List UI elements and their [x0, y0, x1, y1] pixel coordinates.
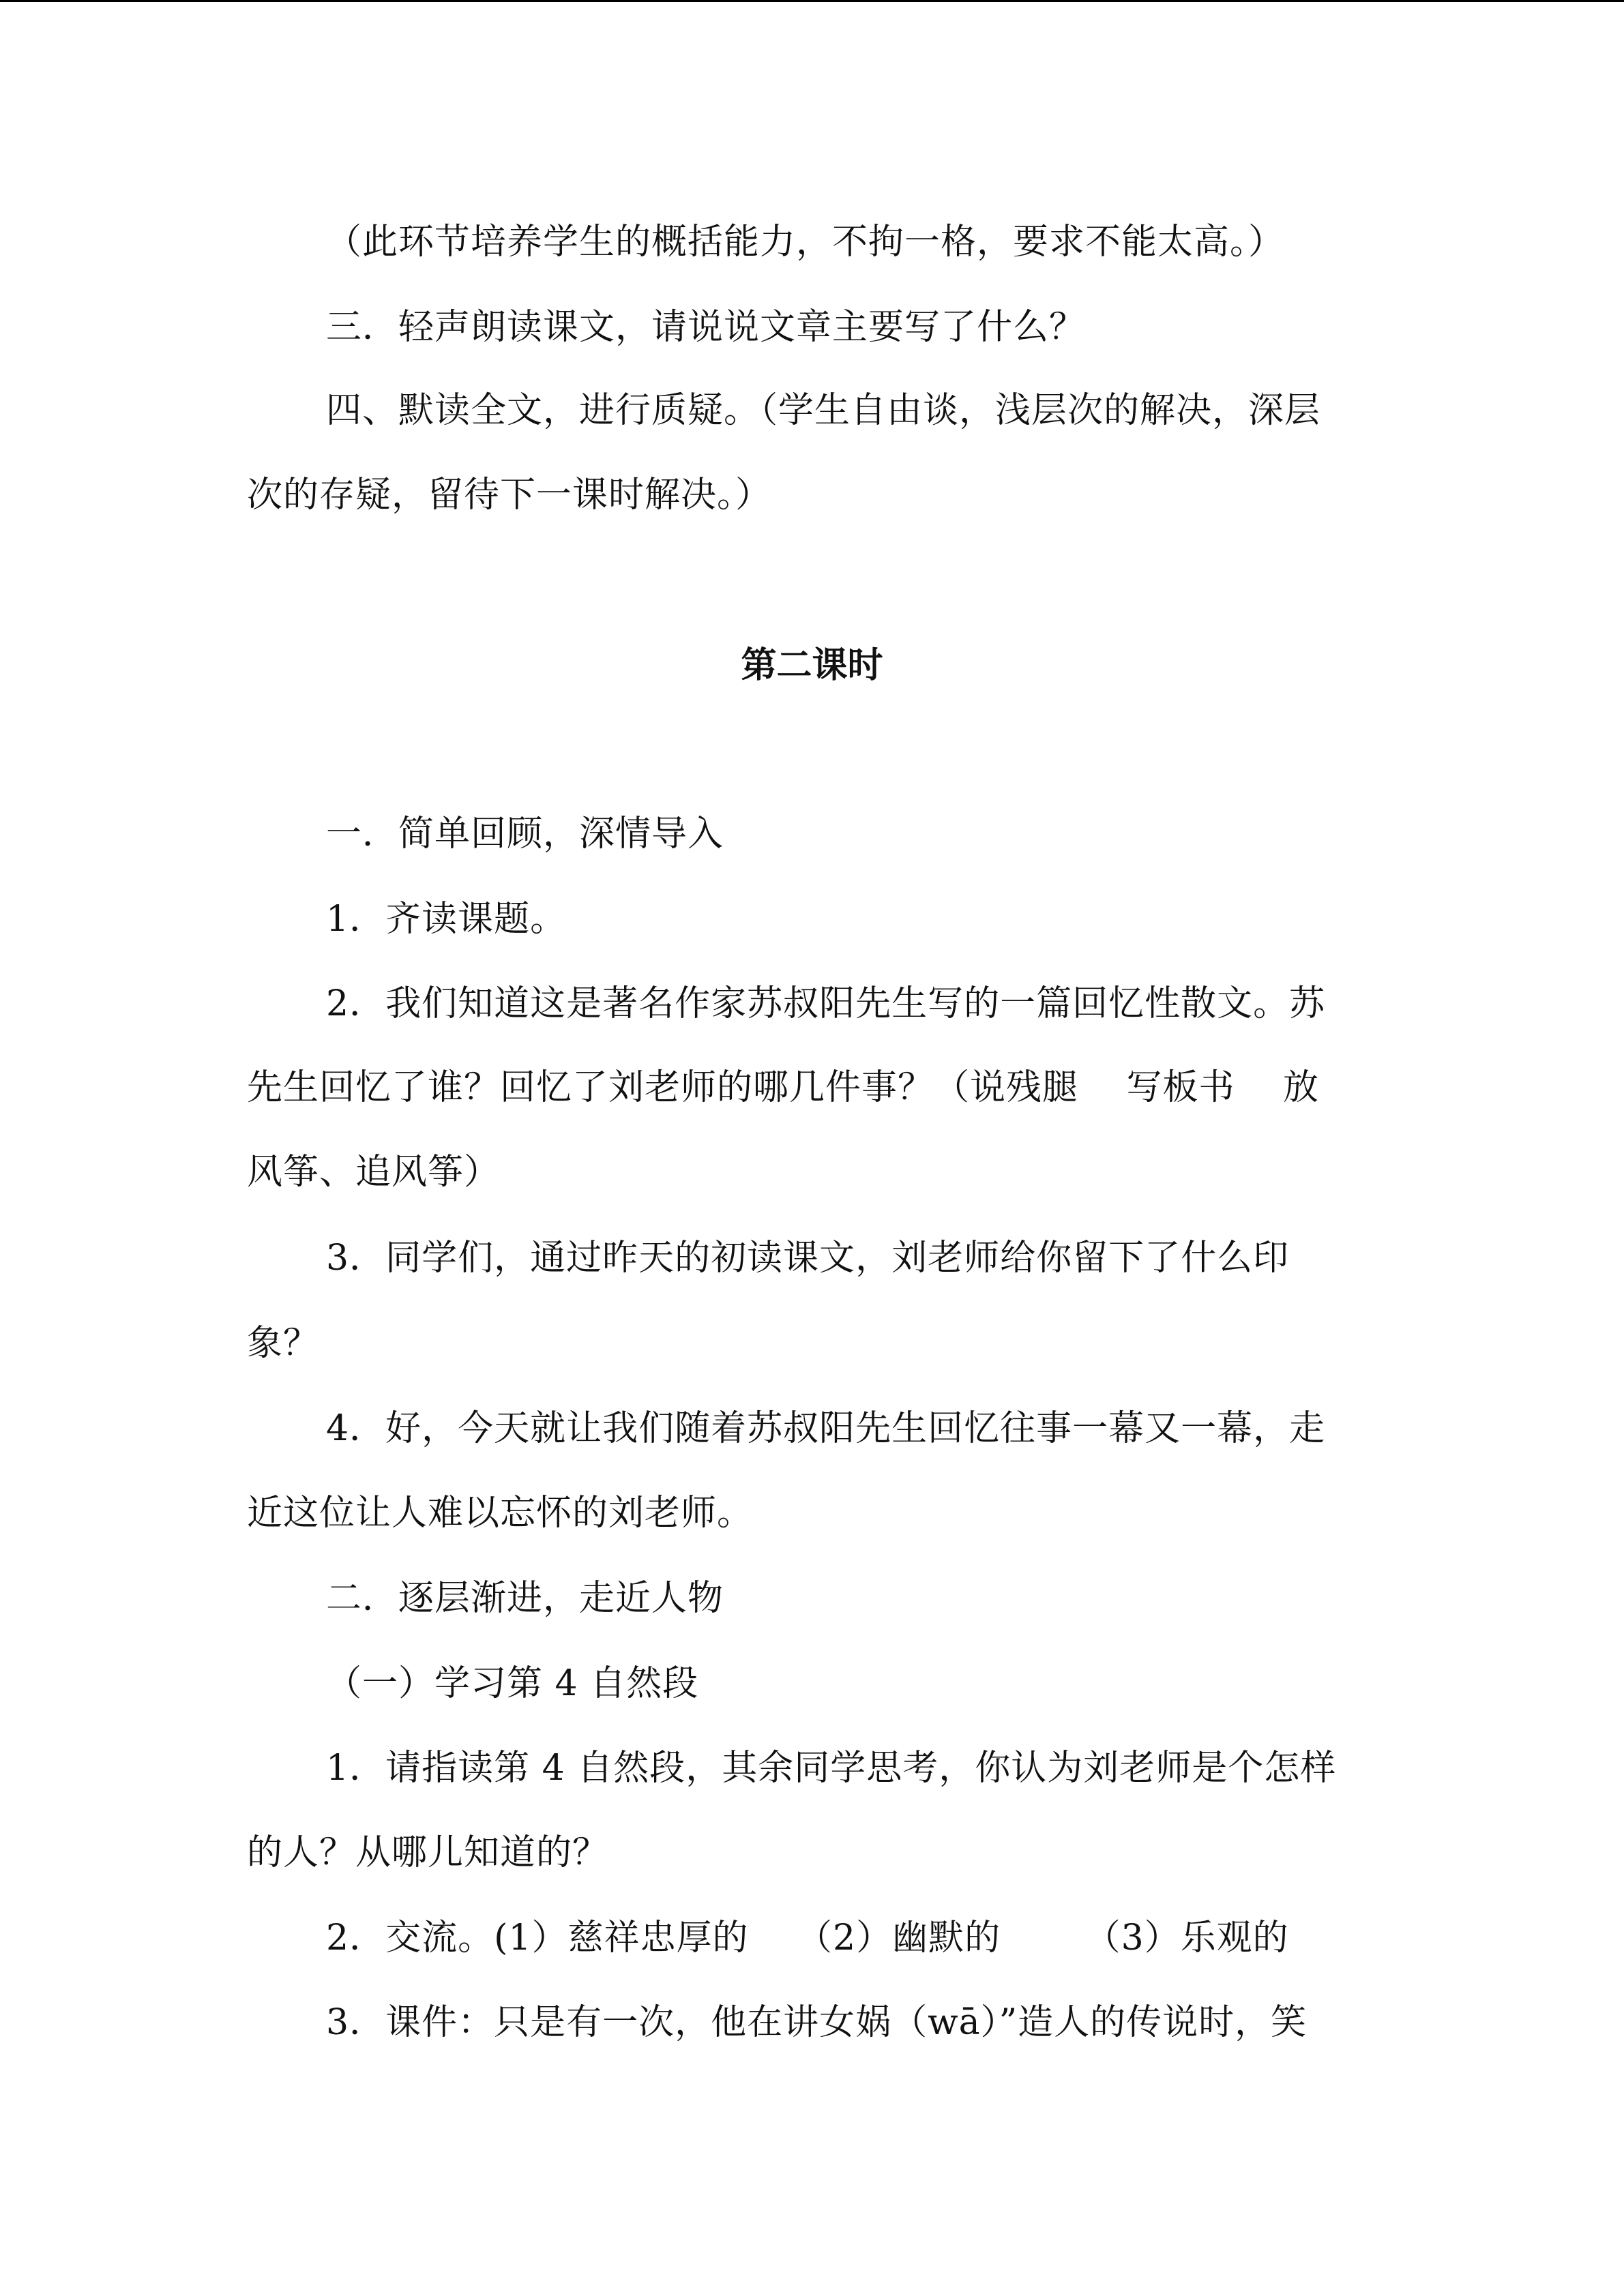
paragraph-line: 3．同学们，通过昨天的初读课文，刘老师给你留下了什么印: [326, 1238, 1290, 1279]
paragraph-line: （一）学习第 4 自然段: [326, 1663, 699, 1704]
paragraph-line: 2．我们知道这是著名作家苏叔阳先生写的一篇回忆性散文。苏: [326, 983, 1326, 1024]
paragraph-line: 次的存疑，留待下一课时解决。）: [247, 475, 772, 516]
paragraph-line: 一．简单回顾，深情导入: [326, 814, 724, 854]
paragraph-line: 三．轻声朗读课文，请说说文章主要写了什么？: [326, 307, 1086, 348]
paragraph-line: 1．请指读第 4 自然段，其余同学思考，你认为刘老师是个怎样: [326, 1748, 1337, 1789]
paragraph-line: 1．齐读课题。: [326, 899, 567, 940]
paragraph-line: 近这位让人难以忘怀的刘老师。: [247, 1493, 754, 1534]
paragraph-line: 2．交流。(1）慈祥忠厚的 （2）幽默的 （3）乐观的: [326, 1918, 1289, 1958]
paragraph-line: 4．好，今天就让我们随着苏叔阳先生回忆往事一幕又一幕，走: [326, 1408, 1326, 1449]
paragraph-line: 3．课件：只是有一次，他在讲女娲（wā）”造人的传说时，笑: [326, 2002, 1308, 2043]
paragraph-line: （此环节培养学生的概括能力，不拘一格，要求不能太高。）: [326, 222, 1285, 263]
paragraph-line: 风筝、追风筝）: [247, 1152, 501, 1193]
paragraph-line: 象？: [247, 1323, 320, 1364]
section-heading: 第二课时: [741, 645, 883, 686]
page-top-border: [0, 0, 1624, 2]
paragraph-line: 的人？从哪儿知道的？: [247, 1832, 609, 1873]
paragraph-line: 先生回忆了谁？回忆了刘老师的哪几件事？（说残腿 写板书 放: [247, 1067, 1320, 1108]
paragraph-line: 四、默读全文，进行质疑。（学生自由谈，浅层次的解决，深层: [326, 390, 1321, 431]
paragraph-line: 二．逐层渐进，走近人物: [326, 1578, 724, 1619]
